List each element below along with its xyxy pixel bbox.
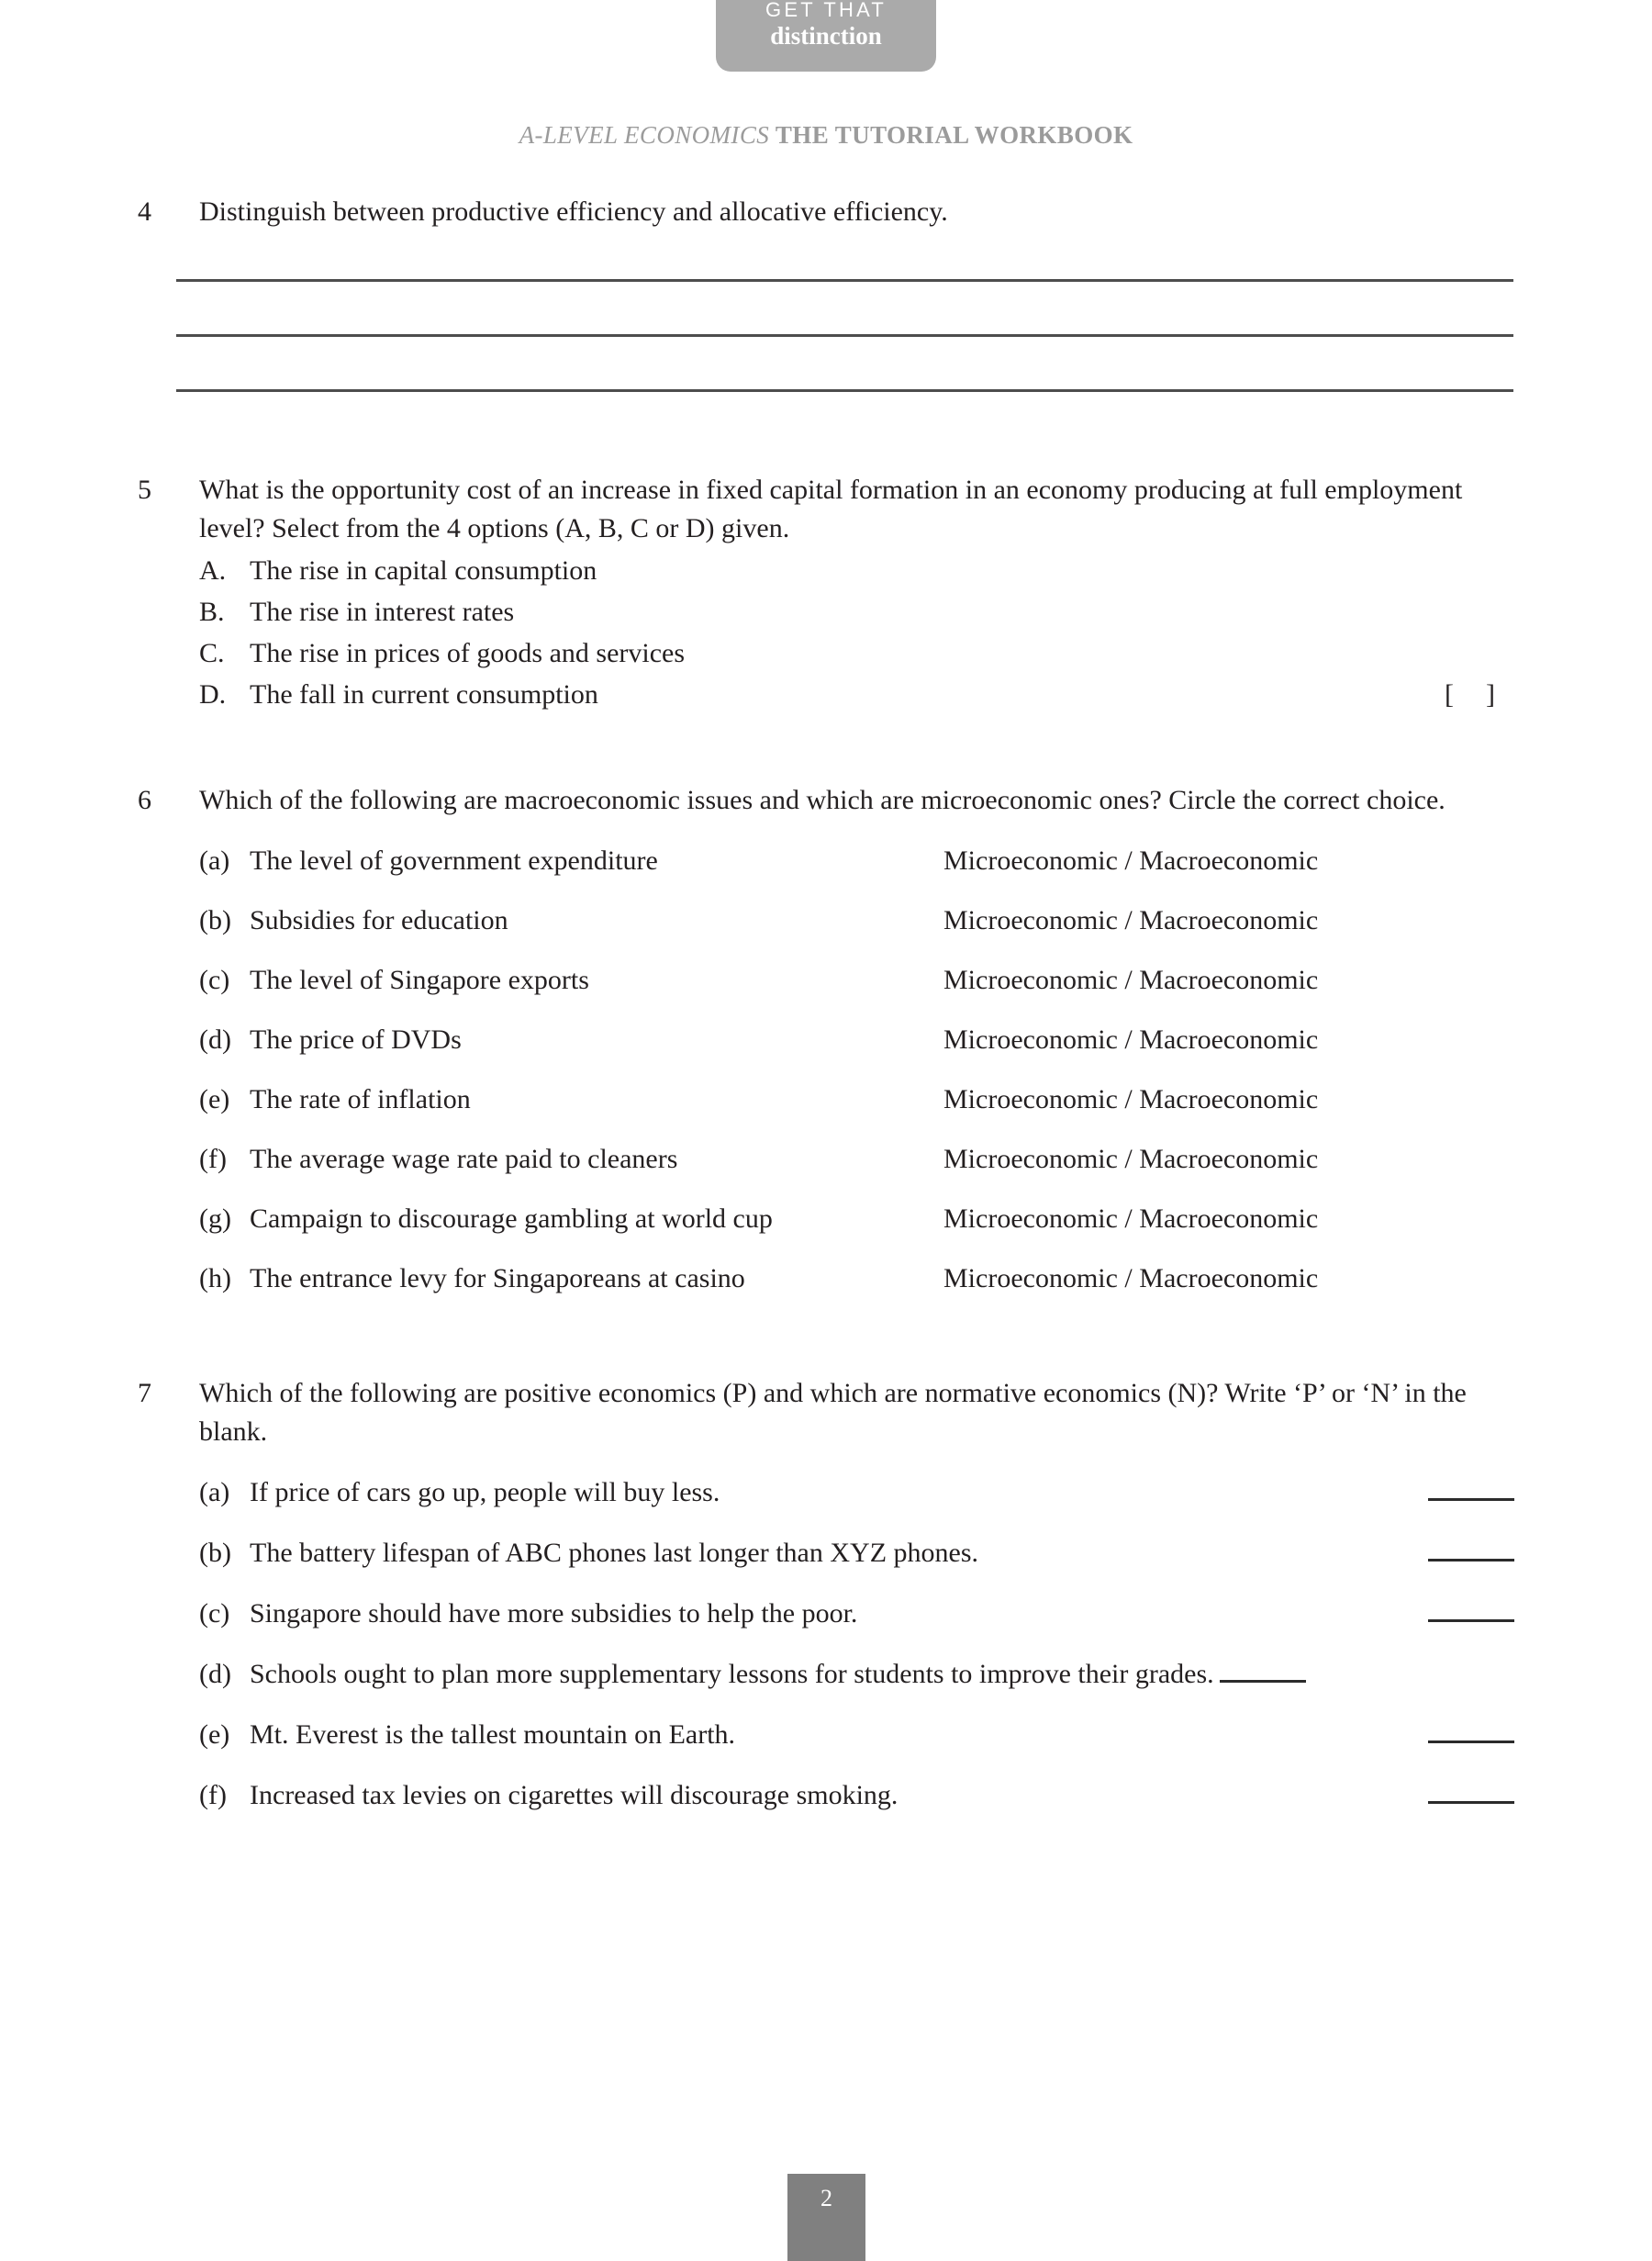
- answer-blank[interactable]: [1428, 1720, 1514, 1743]
- circle-choice-options[interactable]: Microeconomic / Macroeconomic: [943, 1203, 1319, 1234]
- item-label: (b): [199, 905, 231, 935]
- brand-logo-line-1: GET THAT: [765, 0, 887, 21]
- circle-choice-row[interactable]: [199, 1198, 1514, 1240]
- item-label: (g): [199, 1203, 231, 1234]
- circle-choice-options[interactable]: Microeconomic / Macroeconomic: [943, 965, 1319, 995]
- brand-logo-line-2: distinction: [770, 22, 882, 50]
- fill-blank-row[interactable]: [199, 1714, 1514, 1756]
- circle-choice-row[interactable]: [199, 1079, 1514, 1121]
- circle-choice-row[interactable]: [199, 840, 1514, 882]
- item-label: (c): [199, 965, 230, 995]
- section-spacer: [138, 392, 1514, 471]
- option-row[interactable]: [199, 632, 1514, 674]
- workbook-subject: A-LEVEL ECONOMICS: [519, 121, 770, 149]
- item-label: (b): [199, 1538, 231, 1568]
- section-spacer: [138, 1317, 1514, 1374]
- question-4-prompt: Distinguish between productive efficiency and allocative efficiency.: [199, 196, 948, 227]
- option-letter: D.: [199, 679, 227, 710]
- page-masthead: [0, 0, 1652, 165]
- answer-blank[interactable]: [1428, 1599, 1514, 1622]
- item-label: (d): [199, 1659, 231, 1689]
- circle-choice-options[interactable]: Microeconomic / Macroeconomic: [943, 1144, 1319, 1174]
- option-row[interactable]: [199, 550, 1514, 591]
- question-7-prompt: Which of the following are positive economics (P) and which are normative economics (N)? Write ‘P’ or ‘N’ in the blank.: [199, 1378, 1467, 1447]
- item-text: Mt. Everest is the tallest mountain on Earth.: [250, 1719, 736, 1750]
- question-5-answer-bracket[interactable]: [ ]: [1445, 679, 1496, 710]
- question-6-prompt: Which of the following are macroeconomic issues and which are microeconomic ones? Circle the correct choice.: [199, 785, 1446, 815]
- question-7-items: [199, 1472, 1514, 1817]
- item-label: (f): [199, 1780, 227, 1810]
- option-text: The rise in capital consumption: [250, 555, 597, 586]
- answer-blank[interactable]: [1220, 1660, 1306, 1683]
- circle-choice-row[interactable]: [199, 959, 1514, 1002]
- item-label: (f): [199, 1144, 227, 1174]
- option-row[interactable]: [199, 674, 1514, 715]
- item-text: The average wage rate paid to cleaners: [250, 1144, 678, 1174]
- item-text: Campaign to discourage gambling at world cup: [250, 1203, 773, 1234]
- item-text: The level of government expenditure: [250, 845, 658, 876]
- circle-choice-row[interactable]: [199, 900, 1514, 942]
- item-text: Singapore should have more subsidies to help the poor.: [250, 1598, 858, 1629]
- item-text: The rate of inflation: [250, 1084, 471, 1114]
- question-4-answer-area[interactable]: [176, 279, 1514, 392]
- item-text: The entrance levy for Singaporeans at casino: [250, 1263, 745, 1293]
- item-label: (a): [199, 845, 230, 876]
- answer-blank[interactable]: [1428, 1539, 1514, 1561]
- item-label: (d): [199, 1024, 231, 1055]
- fill-blank-row[interactable]: [199, 1653, 1514, 1696]
- option-letter: B.: [199, 597, 225, 627]
- item-text: The level of Singapore exports: [250, 965, 589, 995]
- circle-choice-options[interactable]: Microeconomic / Macroeconomic: [943, 1263, 1319, 1293]
- question-7-number: 7: [138, 1378, 151, 1408]
- answer-rule-line[interactable]: [176, 334, 1513, 337]
- question-7: [138, 1374, 1514, 1451]
- circle-choice-options[interactable]: Microeconomic / Macroeconomic: [943, 1024, 1319, 1055]
- circle-choice-options[interactable]: Microeconomic / Macroeconomic: [943, 905, 1319, 935]
- item-label: (a): [199, 1477, 230, 1507]
- fill-blank-row[interactable]: [199, 1532, 1514, 1574]
- option-text: The rise in interest rates: [250, 597, 515, 627]
- item-text: Subsidies for education: [250, 905, 508, 935]
- item-label: (h): [199, 1263, 231, 1293]
- circle-choice-row[interactable]: [199, 1258, 1514, 1300]
- item-text: Increased tax levies on cigarettes will discourage smoking.: [250, 1780, 899, 1810]
- item-text: If price of cars go up, people will buy less.: [250, 1477, 720, 1507]
- item-label: (e): [199, 1084, 230, 1114]
- brand-logo-badge: [716, 0, 936, 72]
- item-text: Schools ought to plan more supplementary lessons for students to improve their grades.: [250, 1659, 1214, 1689]
- question-6-number: 6: [138, 785, 151, 815]
- circle-choice-row[interactable]: [199, 1138, 1514, 1181]
- circle-choice-options[interactable]: Microeconomic / Macroeconomic: [943, 1084, 1319, 1114]
- fill-blank-row[interactable]: [199, 1774, 1514, 1817]
- question-5-prompt: What is the opportunity cost of an increase in fixed capital formation in an economy producing at full employment level? Select from the 4 options (A, B, C or D) given.: [199, 475, 1463, 543]
- page-number-footer: [787, 2174, 865, 2261]
- item-label: (e): [199, 1719, 230, 1750]
- item-text: The price of DVDs: [250, 1024, 462, 1055]
- option-letter: C.: [199, 638, 225, 668]
- question-6: [138, 781, 1514, 820]
- question-5-number: 5: [138, 475, 151, 505]
- question-4-number: 4: [138, 196, 151, 227]
- option-row[interactable]: [199, 591, 1514, 632]
- question-5-options: [199, 550, 1514, 715]
- workbook-title: [0, 121, 1652, 150]
- workbook-series-name: THE TUTORIAL WORKBOOK: [775, 121, 1133, 149]
- circle-choice-row[interactable]: [199, 1019, 1514, 1061]
- answer-blank[interactable]: [1428, 1478, 1514, 1501]
- answer-rule-line[interactable]: [176, 279, 1513, 282]
- answer-blank[interactable]: [1428, 1781, 1514, 1804]
- worksheet-content: [138, 193, 1514, 1835]
- circle-choice-options[interactable]: Microeconomic / Macroeconomic: [943, 845, 1319, 876]
- page-number: 2: [820, 2185, 832, 2211]
- option-text: The rise in prices of goods and services: [250, 638, 686, 668]
- fill-blank-row[interactable]: [199, 1472, 1514, 1514]
- section-spacer: [138, 715, 1514, 781]
- option-letter: A.: [199, 555, 227, 586]
- option-text: The fall in current consumption: [250, 679, 598, 710]
- question-5: [138, 471, 1514, 548]
- question-6-items: [199, 840, 1514, 1300]
- item-label: (c): [199, 1598, 230, 1629]
- item-text: The battery lifespan of ABC phones last longer than XYZ phones.: [250, 1538, 979, 1568]
- fill-blank-row[interactable]: [199, 1593, 1514, 1635]
- question-4: [138, 193, 1514, 231]
